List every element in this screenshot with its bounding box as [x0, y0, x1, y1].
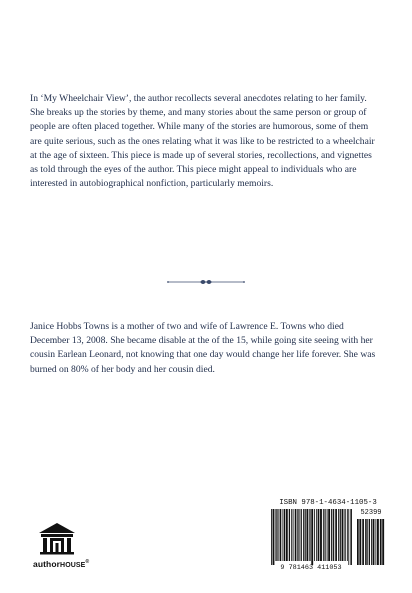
addon-barcode-bars: [356, 519, 386, 565]
barcode-bar: [314, 509, 315, 561]
barcode-bar: [320, 509, 322, 561]
barcode-bar: [303, 509, 304, 561]
barcode-bar: [380, 519, 382, 565]
ornament-divider-icon: [166, 277, 246, 287]
barcode-bar: [273, 509, 275, 565]
barcode-bar: [295, 509, 297, 561]
barcode-bar: [309, 509, 310, 561]
author-bio-paragraph: Janice Hobbs Towns is a mother of two and wife of Lawrence E. Towns who died December 13, 2008. She became disable at the of the 15, while going site seeing with her cousin Earlean Leonard, not knowing that one day would change her life forever. She was burned on 80% of her body and her cousin died.: [30, 321, 376, 375]
barcode-bar: [338, 509, 339, 561]
barcode-bar: [382, 519, 384, 565]
publisher-name-part1: author: [33, 559, 61, 569]
barcode-bar: [271, 509, 272, 565]
barcode-bar: [348, 509, 349, 565]
barcode-bar: [342, 509, 344, 561]
barcode-bar: [318, 509, 320, 561]
barcode-bar: [297, 509, 298, 561]
barcode-bar: [298, 509, 299, 561]
publisher-name: [33, 559, 89, 569]
barcode-bar: [289, 509, 290, 561]
barcode-bar: [304, 509, 305, 561]
barcode-bar: [377, 519, 379, 565]
barcode-bar: [359, 519, 361, 565]
barcode-bar: [375, 519, 376, 565]
barcode-bar: [362, 519, 364, 565]
barcode-bar: [284, 509, 285, 561]
barcode-bar: [324, 509, 325, 561]
publisher-logo: [33, 521, 90, 585]
isbn-barcode: [268, 499, 388, 573]
barcode-bar: [371, 519, 372, 565]
barcode-bar: [347, 509, 348, 561]
barcode-bar: [344, 509, 345, 561]
barcode-bar: [306, 509, 308, 561]
barcode-bar: [331, 509, 332, 561]
barcode-bar: [373, 519, 375, 565]
barcode-bar: [369, 519, 370, 565]
registered-mark: ®: [85, 559, 90, 566]
barcode-bar: [328, 509, 330, 561]
barcode-bar: [367, 519, 368, 565]
barcode-bar: [327, 509, 328, 561]
barcode-bar: [357, 519, 359, 565]
ean-number: 9 781463 411053: [280, 564, 342, 572]
barcode-bar: [340, 509, 341, 561]
barcode-bar: [282, 509, 283, 561]
isbn-text: ISBN 978-1-4634-1105-3: [279, 499, 377, 507]
ean-barcode-bars: [270, 509, 352, 565]
barcode-bar: [286, 509, 288, 561]
barcode-bar: [335, 509, 337, 561]
synopsis-paragraph: In ‘My Wheelchair View’, the author recollects several anecdotes relating to her family. She breaks up the stories by theme, and many stories about the same person or group of people are often placed together. While many of the stories are humorous, some of them are quite serious, such as the ones relating what it was like to be restricted to a wheelchair at the age of sixteen. This piece is made up of several stories, recollections, and vignettes as told through the eyes of the author. This piece might appeal to individuals who are interested in autobiographical nonfiction, particularly memoirs.: [30, 93, 375, 190]
barcode-bar: [301, 509, 302, 561]
barcode-bar: [277, 509, 278, 561]
barcode-bar: [280, 509, 282, 561]
barcode-bar: [311, 509, 313, 565]
authorhouse-logo-icon: [37, 521, 77, 555]
publisher-name-part2: HOUSE: [60, 562, 86, 569]
barcode-bar: [316, 509, 317, 561]
barcode-bar: [291, 509, 292, 561]
barcode-bar: [333, 509, 334, 561]
barcode-bar: [293, 509, 294, 561]
barcode-bar: [350, 509, 352, 565]
barcode-bar: [323, 509, 324, 561]
barcode-bar: [365, 519, 367, 565]
barcode-bar: [275, 509, 276, 561]
addon-number: 52399: [360, 509, 382, 517]
